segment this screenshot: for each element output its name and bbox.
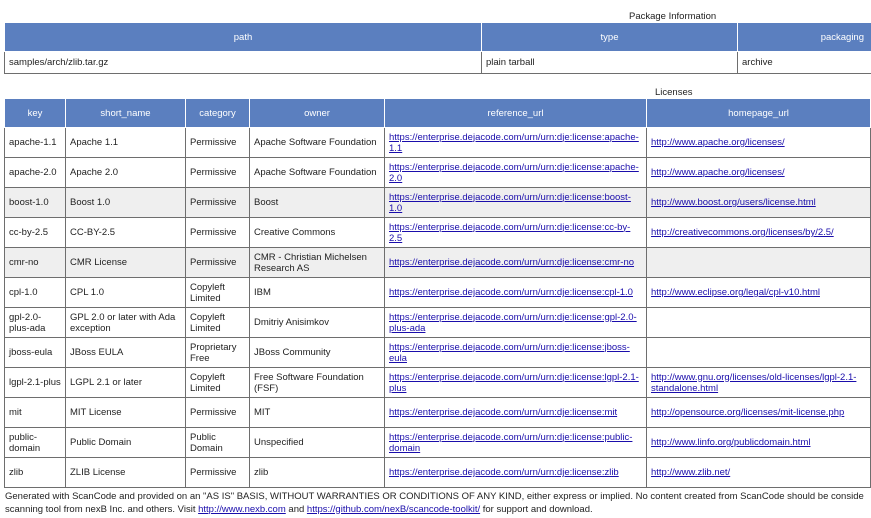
license-category: Copyleft Limited	[186, 308, 250, 338]
license-row	[5, 428, 871, 458]
license-row	[5, 278, 871, 308]
footer-nexb-link[interactable]: http://www.nexb.com	[198, 503, 286, 515]
license-short-name: GPL 2.0 or later with Ada exception	[66, 308, 186, 338]
license-key: jboss-eula	[5, 338, 66, 368]
license-owner: Apache Software Foundation	[250, 158, 385, 188]
license-owner: MIT	[250, 398, 385, 428]
license-owner: Creative Commons	[250, 218, 385, 248]
license-reference-url-cell	[385, 278, 647, 308]
license-category: Proprietary Free	[186, 338, 250, 368]
column-header-short-name: short_name	[66, 99, 186, 128]
column-header-path: path	[5, 23, 482, 52]
license-homepage-url-cell	[647, 428, 871, 458]
license-homepage-url-cell	[647, 188, 871, 218]
license-homepage-url-cell	[647, 458, 871, 488]
license-row	[5, 458, 871, 488]
license-row	[5, 128, 871, 158]
license-reference-url-cell	[385, 368, 647, 398]
license-homepage-url-link[interactable]: http://www.apache.org/licenses/	[651, 167, 785, 178]
license-short-name: JBoss EULA	[66, 338, 186, 368]
column-header-homepage-url: homepage_url	[647, 99, 871, 128]
license-key: zlib	[5, 458, 66, 488]
license-key: apache-1.1	[5, 128, 66, 158]
license-reference-url-link[interactable]: https://enterprise.dejacode.com/urn/urn:dje:license:apache-1.1	[389, 131, 639, 154]
license-homepage-url-cell	[647, 398, 871, 428]
license-category: Public Domain	[186, 428, 250, 458]
footer-text-and: and	[285, 503, 307, 515]
license-reference-url-cell	[385, 218, 647, 248]
package-caption: Package Information	[629, 11, 717, 22]
column-header-owner: owner	[250, 99, 385, 128]
license-row	[5, 398, 871, 428]
license-reference-url-cell	[385, 458, 647, 488]
license-key: gpl-2.0-plus-ada	[5, 308, 66, 338]
license-homepage-url-link[interactable]: http://www.linfo.org/publicdomain.html	[651, 437, 811, 448]
footer-github-link[interactable]: https://github.com/nexB/scancode-toolkit/	[306, 503, 481, 515]
license-reference-url-link[interactable]: https://enterprise.dejacode.com/urn/urn:dje:license:zlib	[389, 467, 619, 478]
license-row	[5, 338, 871, 368]
license-category: Copyleft Limited	[186, 368, 250, 398]
license-homepage-url-cell	[647, 218, 871, 248]
license-row	[5, 368, 871, 398]
license-reference-url-cell	[385, 338, 647, 368]
license-homepage-url-cell	[647, 308, 871, 338]
license-reference-url-cell	[385, 248, 647, 278]
license-reference-url-link[interactable]: https://enterprise.dejacode.com/urn/urn:dje:license:boost-1.0	[389, 191, 631, 214]
license-homepage-url-cell	[647, 128, 871, 158]
license-category: Copyleft Limited	[186, 278, 250, 308]
licenses-caption: Licenses	[655, 87, 693, 98]
license-reference-url-link[interactable]: https://enterprise.dejacode.com/urn/urn:dje:license:jboss-eula	[389, 341, 630, 364]
license-row	[5, 248, 871, 278]
licenses-table	[4, 98, 871, 488]
licenses-header-row	[5, 99, 871, 128]
license-homepage-url-link[interactable]: http://www.eclipse.org/legal/cpl-v10.html	[651, 287, 820, 298]
license-owner: zlib	[250, 458, 385, 488]
license-row	[5, 308, 871, 338]
license-reference-url-link[interactable]: https://enterprise.dejacode.com/urn/urn:dje:license:gpl-2.0-plus-ada	[389, 311, 637, 334]
license-owner: IBM	[250, 278, 385, 308]
license-owner: Dmitriy Anisimkov	[250, 308, 385, 338]
license-owner: JBoss Community	[250, 338, 385, 368]
license-key: cpl-1.0	[5, 278, 66, 308]
package-header-row	[5, 23, 871, 52]
license-short-name: MIT License	[66, 398, 186, 428]
license-row	[5, 188, 871, 218]
license-short-name: CC-BY-2.5	[66, 218, 186, 248]
package-type: plain tarball	[482, 52, 738, 74]
license-row	[5, 218, 871, 248]
license-short-name: Apache 1.1	[66, 128, 186, 158]
license-homepage-url-link[interactable]: http://opensource.org/licenses/mit-license.php	[651, 407, 845, 418]
license-short-name: LGPL 2.1 or later	[66, 368, 186, 398]
license-homepage-url-cell	[647, 338, 871, 368]
license-reference-url-link[interactable]: https://enterprise.dejacode.com/urn/urn:dje:license:public-domain	[389, 431, 633, 454]
license-reference-url-link[interactable]: https://enterprise.dejacode.com/urn/urn:dje:license:lgpl-2.1-plus	[389, 371, 639, 394]
license-reference-url-cell	[385, 308, 647, 338]
package-path: samples/arch/zlib.tar.gz	[5, 52, 482, 74]
column-header-key: key	[5, 99, 66, 128]
license-category: Permissive	[186, 458, 250, 488]
license-short-name: Boost 1.0	[66, 188, 186, 218]
license-owner: Apache Software Foundation	[250, 128, 385, 158]
license-key: cc-by-2.5	[5, 218, 66, 248]
footer-text-visit: scanning tool from nexB Inc. and others. Visit	[5, 503, 199, 515]
footer-text-line-1: Generated with ScanCode and provided on an "AS IS" BASIS, WITHOUT WARRANTIES OR CONDITIONS OF ANY KIND, either express or implied. No content created from ScanCode should be conside	[5, 491, 864, 502]
license-reference-url-cell	[385, 158, 647, 188]
license-homepage-url-link[interactable]: http://www.zlib.net/	[651, 467, 731, 478]
license-reference-url-link[interactable]: https://enterprise.dejacode.com/urn/urn:dje:license:cc-by-2.5	[389, 221, 631, 244]
footer-disclaimer	[5, 491, 871, 516]
license-reference-url-link[interactable]: https://enterprise.dejacode.com/urn/urn:dje:license:cmr-no	[389, 257, 635, 268]
package-table	[4, 22, 871, 74]
license-category: Permissive	[186, 188, 250, 218]
column-header-packaging: packaging	[738, 23, 871, 52]
package-row	[5, 52, 871, 74]
footer-text-support: for support and download.	[480, 503, 593, 515]
license-homepage-url-cell	[647, 158, 871, 188]
license-reference-url-cell	[385, 128, 647, 158]
license-reference-url-link[interactable]: https://enterprise.dejacode.com/urn/urn:dje:license:cpl-1.0	[389, 287, 633, 298]
license-category: Permissive	[186, 128, 250, 158]
column-header-reference-url: reference_url	[385, 99, 647, 128]
license-key: public-domain	[5, 428, 66, 458]
license-homepage-url-link[interactable]: http://www.gnu.org/licenses/old-licenses/lgpl-2.1-standalone.html	[651, 371, 857, 394]
license-short-name: Public Domain	[66, 428, 186, 458]
license-owner: CMR - Christian Michelsen Research AS	[250, 248, 385, 278]
license-row	[5, 158, 871, 188]
license-reference-url-link[interactable]: https://enterprise.dejacode.com/urn/urn:dje:license:apache-2.0	[389, 161, 639, 184]
license-key: lgpl-2.1-plus	[5, 368, 66, 398]
license-category: Permissive	[186, 398, 250, 428]
license-homepage-url-link[interactable]: http://www.boost.org/users/license.html	[651, 197, 816, 208]
license-homepage-url-cell	[647, 248, 871, 278]
license-short-name: Apache 2.0	[66, 158, 186, 188]
license-category: Permissive	[186, 218, 250, 248]
license-short-name: ZLIB License	[66, 458, 186, 488]
license-owner: Free Software Foundation (FSF)	[250, 368, 385, 398]
license-short-name: CMR License	[66, 248, 186, 278]
license-homepage-url-link[interactable]: http://creativecommons.org/licenses/by/2.5/	[651, 227, 834, 238]
column-header-type: type	[482, 23, 738, 52]
license-homepage-url-cell	[647, 368, 871, 398]
license-reference-url-cell	[385, 428, 647, 458]
license-key: apache-2.0	[5, 158, 66, 188]
license-key: boost-1.0	[5, 188, 66, 218]
license-homepage-url-cell	[647, 278, 871, 308]
license-homepage-url-link[interactable]: http://www.apache.org/licenses/	[651, 137, 785, 148]
license-reference-url-cell	[385, 188, 647, 218]
license-reference-url-link[interactable]: https://enterprise.dejacode.com/urn/urn:dje:license:mit	[389, 407, 618, 418]
package-packaging: archive	[738, 52, 871, 74]
license-key: mit	[5, 398, 66, 428]
license-owner: Unspecified	[250, 428, 385, 458]
license-owner: Boost	[250, 188, 385, 218]
license-category: Permissive	[186, 248, 250, 278]
license-reference-url-cell	[385, 398, 647, 428]
license-key: cmr-no	[5, 248, 66, 278]
license-category: Permissive	[186, 158, 250, 188]
license-short-name: CPL 1.0	[66, 278, 186, 308]
column-header-category: category	[186, 99, 250, 128]
